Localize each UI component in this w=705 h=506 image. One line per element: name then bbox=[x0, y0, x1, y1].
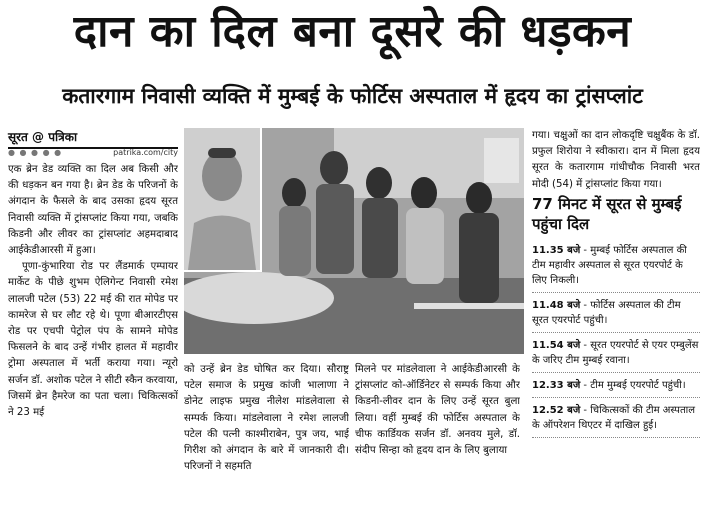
paragraph-1: एक ब्रेन डेड व्यक्ति का दिल अब किसी और की धड़कन बन गया है। ब्रेन डेड के परिजनों के अंगदान के फैसले के बाद उसका हृदय सूरत निवासी व्यक्ति में ट्रांसप्लांट किया गया, जबकि किडनी और लीवर का ट्रांसप्लांट अहमदाबाद आईकेडीआरसी में हुआ। bbox=[8, 164, 178, 257]
timeline-time: 12.33 बजे bbox=[532, 380, 581, 391]
timeline-text: मुम्बई फोर्टिस अस्पताल की टीम महावीर अस्पताल से सूरत एयरपोर्ट के लिए निकली। bbox=[532, 245, 687, 286]
article-column-4: गया। चक्षुओं का दान लोकदृष्टि चक्षुबैंक के डॉ. प्रफुल शिरोया ने स्वीकारा। दान में मिला हृदय सूरत के कतारगाम गांधीचौक निवासी भरत मोदी (54) में ट्रांसप्लांट किया गया। bbox=[532, 130, 700, 190]
timeline-text: सूरत एयरपोर्ट से एयर एम्बुलेंस के जरिए टीम मुम्बई रवाना। bbox=[532, 340, 699, 366]
article-column-1 bbox=[8, 162, 178, 502]
site-url: patrika.com/city bbox=[113, 148, 178, 157]
timeline-text: फोर्टिस अस्पताल की टीम सूरत एयरपोर्ट पहुंची। bbox=[532, 300, 681, 326]
timeline-entry: 12.52 बजे - चिकित्सकों की टीम अस्पताल के ऑपरेशन थिएटर में दाखिल हुई। bbox=[532, 398, 700, 438]
timeline-text: टीम मुम्बई एयरपोर्ट पहुंची। bbox=[590, 380, 686, 391]
timeline-entry: 11.35 बजे - मुम्बई फोर्टिस अस्पताल की टीम महावीर अस्पताल से सूरत एयरपोर्ट के लिए निकली। bbox=[532, 238, 700, 293]
portrait-illustration bbox=[184, 128, 260, 270]
sidebar-heading: 77 मिनट में सूरत से मुम्बई पहुंचा दिल bbox=[532, 195, 682, 233]
inset-portrait bbox=[184, 128, 262, 272]
subheadline: कतारगाम निवासी व्यक्ति में मुम्बई के फोर्टिस अस्पताल में हृदय का ट्रांसप्लांट bbox=[62, 84, 643, 108]
timeline-entry: 11.54 बजे - सूरत एयरपोर्ट से एयर एम्बुलेंस के जरिए टीम मुम्बई रवाना। bbox=[532, 333, 700, 373]
timeline-time: 11.54 बजे bbox=[532, 340, 581, 351]
byline: सूरत @ पत्रिका bbox=[8, 128, 178, 149]
timeline-list bbox=[532, 238, 700, 504]
timeline-entry: 11.48 बजे - फोर्टिस अस्पताल की टीम सूरत एयरपोर्ट पहुंची। bbox=[532, 293, 700, 333]
decorative-dots: ● ● ● ● ● bbox=[8, 148, 63, 157]
article-column-3: मिलने पर मांडलेवाला ने आईकेडीआरसी के ट्रांसप्लांट को-ऑर्डिनेटर से सम्पर्क किया और किडनी-लीवर दान के लिए उन्हें सूरत बुला लिया। वहीं मुम्बई की फोर्टिस अस्पताल के चीफ कार्डियक सर्जन डॉ. अनवय मुले, डॉ. संदीप सिन्हा को हृदय दान के लिए बुलाया bbox=[355, 364, 520, 457]
paragraph-2: पूणा-कुंभारिया रोड पर लैंडमार्क एम्पायर मार्केट के पीछे शुभम ऐलिगेन्ट निवासी रमेश लालजी पटेल (53) 22 मई की रात मोपेड पर कामरेज से घर लौट रहे थे। पूणा बीआरटीएस रोड पर एचपी पेट्रोल पंप के सामने मोपेड फिसलने के बाद उन्हें गंभीर हालत में महावीर ट्रोमा अस्पताल में भर्ती कराया गया। न्यूरो सर्जन डॉ. अशोक पटेल ने सीटी स्कैन करवाया, जिसमें ब्रेन हैमरेज का पता चला। चिकित्सकों ने 23 मई bbox=[8, 261, 178, 419]
timeline-text: चिकित्सकों की टीम अस्पताल के ऑपरेशन थिएटर में दाखिल हुई। bbox=[532, 405, 696, 431]
site-line bbox=[8, 148, 178, 157]
headline: दान का दिल बना दूसरे की धड़कन bbox=[73, 6, 632, 57]
timeline-time: 11.35 बजे bbox=[532, 245, 581, 256]
timeline-entry: 12.33 बजे - टीम मुम्बई एयरपोर्ट पहुंची। bbox=[532, 373, 700, 398]
article-column-2: को उन्हें ब्रेन डेड घोषित कर दिया। सौराष्ट्र पटेल समाज के प्रमुख कांजी भालाणा ने डोनेट लाइफ प्रमुख नीलेश मांडलेवाला से सम्पर्क किया। मांडलेवाला ने रमेश लालजी पटेल की पत्नी काश्मीराबेन, पुत्र जय, भाई गिरीश को अंगदान के बारे में जानकारी दी। परिजनों ने सहमति bbox=[184, 364, 349, 473]
timeline-time: 11.48 बजे bbox=[532, 300, 581, 311]
timeline-time: 12.52 बजे bbox=[532, 405, 581, 416]
